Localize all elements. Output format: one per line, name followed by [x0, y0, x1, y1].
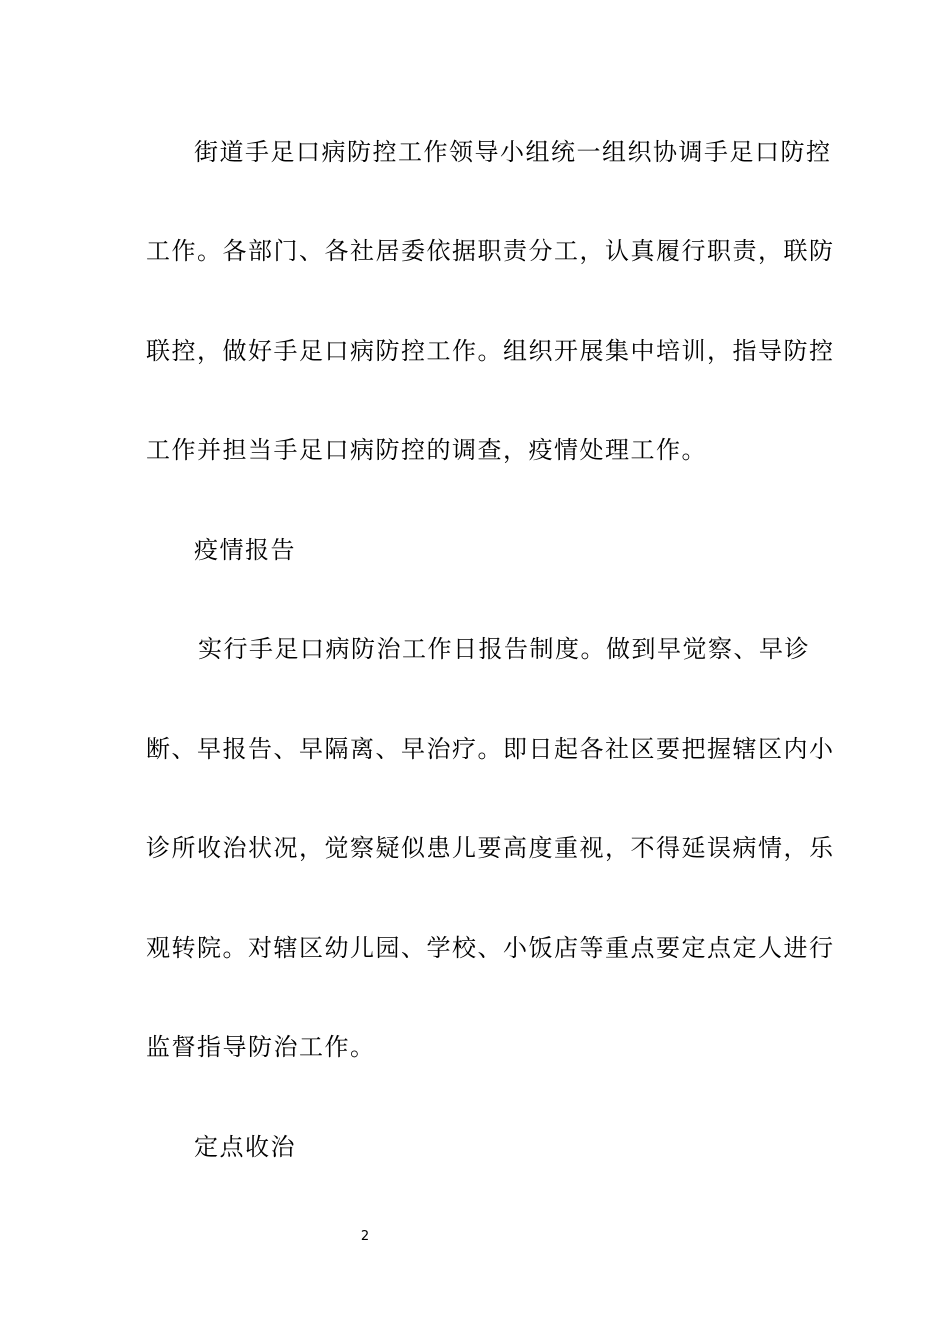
paragraph-2-line-1: 实行手足口病防治工作日报告制度。做到早觉察、早诊 [198, 635, 810, 663]
section-heading-epidemic-report: 疫情报告 [194, 536, 296, 564]
paragraph-1-line-2: 工作。各部门、各社居委依据职责分工，认真履行职责，联防 [146, 237, 835, 265]
paragraph-2-line-3: 诊所收治状况，觉察疑似患儿要高度重视，不得延误病情，乐 [146, 834, 835, 862]
paragraph-2-line-5: 监督指导防治工作。 [146, 1033, 376, 1061]
paragraph-1-line-4: 工作并担当手足口病防控的调查，疫情处理工作。 [146, 436, 707, 464]
paragraph-2-line-2: 断、早报告、早隔离、早治疗。即日起各社区要把握辖区内小 [146, 735, 835, 763]
paragraph-1-line-1: 街道手足口病防控工作领导小组统一组织协调手足口防控 [194, 138, 832, 166]
section-heading-designated-treatment: 定点收治 [194, 1133, 296, 1161]
page-number: 2 [360, 1229, 370, 1244]
paragraph-2-line-4: 观转院。对辖区幼儿园、学校、小饭店等重点要定点定人进行 [146, 934, 835, 962]
paragraph-1-line-3: 联控，做好手足口病防控工作。组织开展集中培训，指导防控 [146, 337, 835, 365]
